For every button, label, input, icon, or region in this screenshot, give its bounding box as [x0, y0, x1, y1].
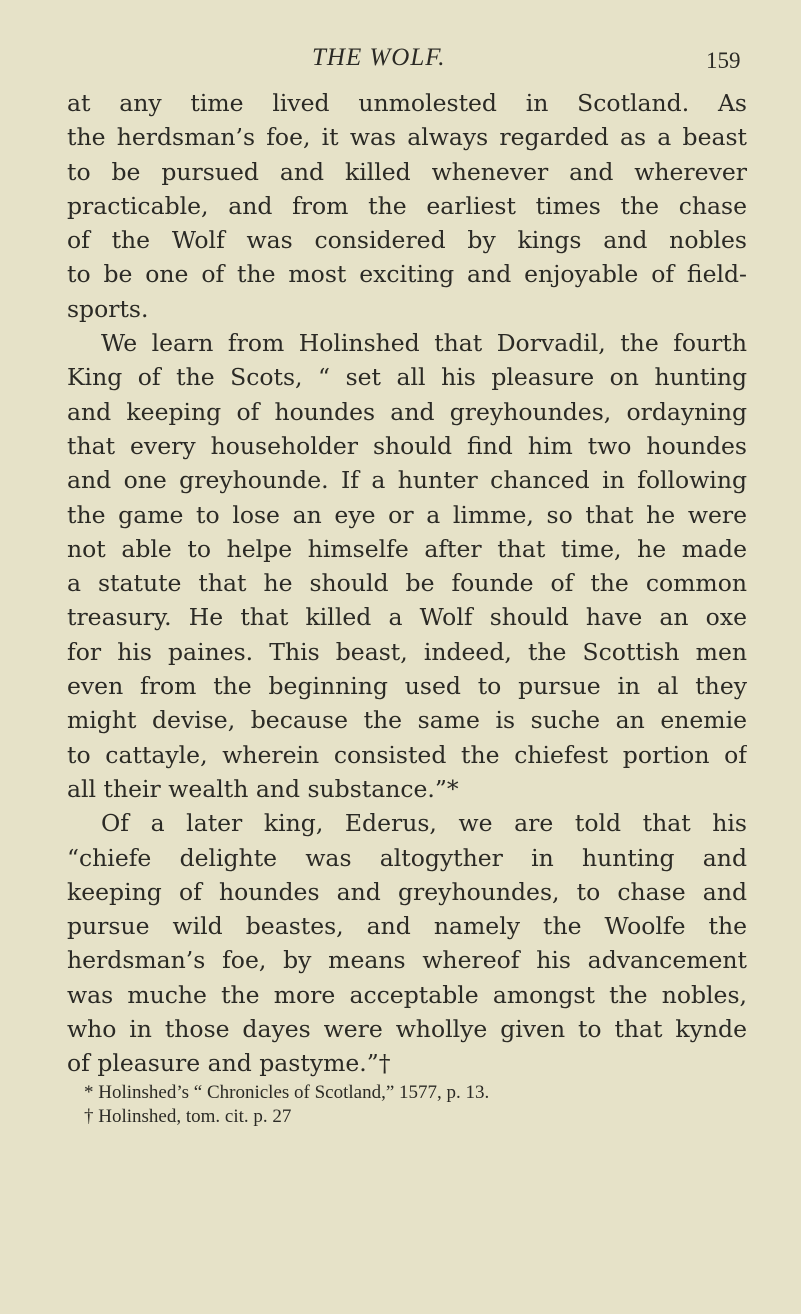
text-line: “chiefe delighte was altogyther in hunting and: [67, 843, 747, 872]
text-line: to be pursued and killed whenever and wherever: [67, 157, 747, 186]
text-line: to be one of the most exciting and enjoyable of field-: [67, 260, 747, 289]
footnotes: [84, 1081, 724, 1129]
text-line: might devise, because the same is suche an enemie: [67, 706, 747, 735]
footnote: † Holinshed, tom. cit. p. 27: [84, 1106, 292, 1127]
page-number: 159: [706, 48, 741, 73]
text-line: King of the Scots, “ set all his pleasure on hunting: [67, 363, 747, 392]
text-line: practicable, and from the earliest times the chase: [67, 191, 747, 220]
text-line: all their wealth and substance.”*: [67, 774, 459, 803]
text-line: to cattayle, wherein consisted the chiefest portion of: [67, 740, 747, 769]
text-line: We learn from Holinshed that Dorvadil, the fourth: [101, 329, 747, 358]
text-line: of the Wolf was considered by kings and nobles: [67, 226, 747, 255]
text-line: Of a later king, Ederus, we are told that his: [101, 809, 747, 838]
text-line: a statute that he should be founde of the common: [67, 569, 747, 598]
text-line: even from the beginning used to pursue in al they: [67, 672, 747, 701]
text-line: for his paines. This beast, indeed, the Scottish men: [67, 637, 747, 666]
text-line: and one greyhounde. If a hunter chanced in following: [67, 466, 747, 495]
text-line: herdsman’s foe, by means whereof his advancement: [67, 946, 747, 975]
text-line: not able to helpe himselfe after that time, he made: [67, 534, 747, 563]
text-line: was muche the more acceptable amongst the nobles,: [67, 980, 747, 1009]
text-line: the game to lose an eye or a limme, so that he were: [67, 500, 747, 529]
text-line: who in those dayes were whollye given to that kynde: [67, 1015, 747, 1044]
text-line: at any time lived unmolested in Scotland. As: [67, 89, 747, 117]
text-line: of pleasure and pastyme.”†: [67, 1049, 391, 1078]
text-line: pursue wild beastes, and namely the Woolfe the: [67, 912, 747, 941]
text-line: keeping of houndes and greyhoundes, to chase and: [67, 877, 747, 906]
text-line: sports.: [67, 294, 149, 323]
text-line: treasury. He that killed a Wolf should have an oxe: [67, 603, 747, 632]
body-text: [67, 86, 747, 1081]
text-line: that every householder should find him two houndes: [67, 431, 747, 460]
text-line: the herdsman’s foe, it was always regarded as a beast: [67, 123, 747, 152]
text-line: and keeping of houndes and greyhoundes, ordayning: [67, 397, 747, 426]
footnote: * Holinshed’s “ Chronicles of Scotland,” 1577, p. 13.: [84, 1082, 490, 1103]
running-title: THE WOLF.: [312, 44, 446, 71]
running-head: [0, 44, 801, 74]
